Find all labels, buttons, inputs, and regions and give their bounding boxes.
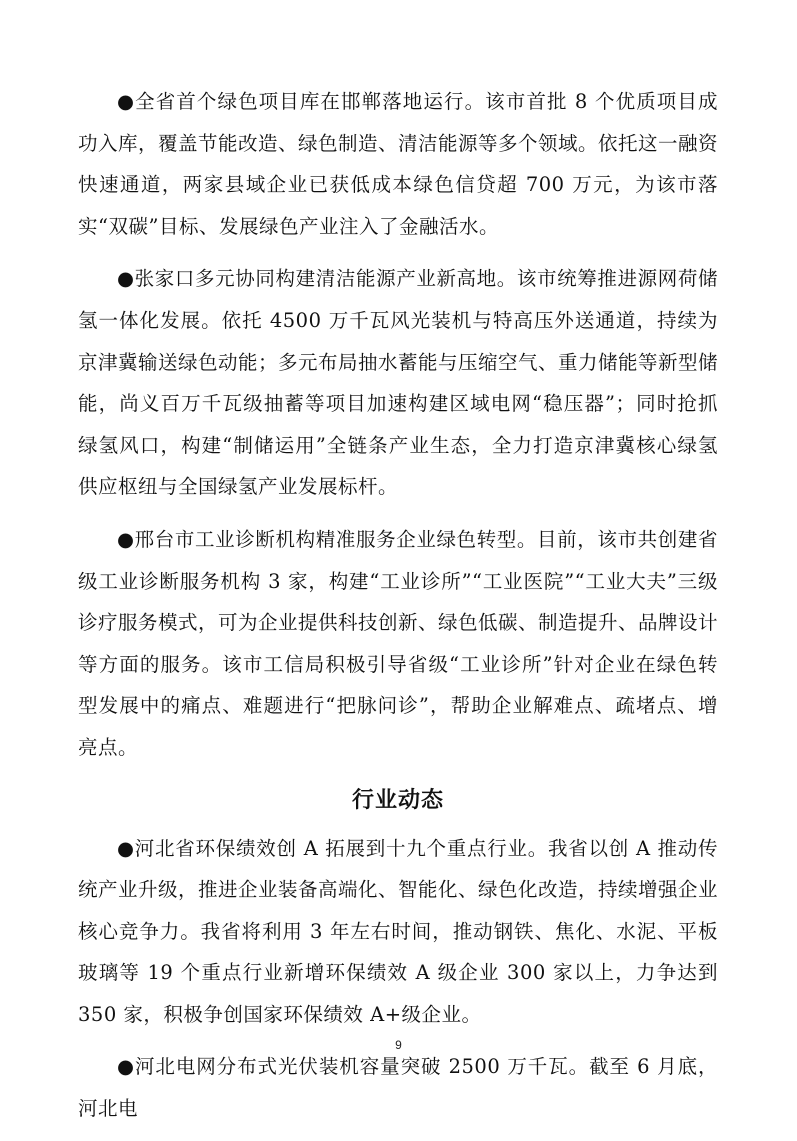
paragraph-handan-green-project: ●全省首个绿色项目库在邯郸落地运行。该市首批 8 个优质项目成功入库，覆盖节能改造、绿色制造、清洁能源等多个领域。依托这一融资快速通道，两家县域企业已获低成本绿色信贷超 700 万元，为该市落实“双碳”目标、发展绿色产业注入了金融活水。 <box>78 90 719 238</box>
page-number: 9 <box>395 1038 402 1052</box>
paragraph-hebei-grid-pv: ●河北电网分布式光伏装机容量突破 2500 万千瓦。截至 6 月底，河北电 <box>78 1055 718 1121</box>
page-content <box>78 81 718 1141</box>
paragraph-zhangjiakou-clean-energy: ●张家口多元协同构建清洁能源产业新高地。该市统筹推进源网荷储氢一体化发展。依托 4500 万千瓦风光装机与特高压外送通道，持续为京津冀输送绿色动能；多元布局抽水蓄能与压缩空气、重力储能等新型储能，尚义百万千瓦级抽蓄等项目加速构建区域电网“稳压器”；同时抢抓绿氢风口，构建“制储运用”全链条产业生态，全力打造京津冀核心绿氢供应枢纽与全国绿氢产业发展标杆。 <box>78 267 719 499</box>
paragraph-hebei-environmental-a: ●河北省环保绩效创 A 拓展到十九个重点行业。我省以创 A 推动传统产业升级，推进企业装备高端化、智能化、绿色化改造，持续增强企业核心竞争力。我省将利用 3 年左右时间，推动钢铁、焦化、水泥、平板玻璃等 19 个重点行业新增环保绩效 A 级企业 300 家以上，力争达到 350 家，积极争创国家环保绩效 A+级企业。 <box>78 836 719 1026</box>
paragraph-xingtai-industrial-diagnosis: ●邢台市工业诊断机构精准服务企业绿色转型。目前，该市共创建省级工业诊断服务机构 3 家，构建“工业诊所”“工业医院”“工业大夫”三级诊疗服务模式，可为企业提供科技创新、绿色低碳、制造提升、品牌设计等方面的服务。该市工信局积极引导省级“工业诊所”针对企业在绿色转型发展中的痛点、难题进行“把脉问诊”，帮助企业解难点、疏堵点、增亮点。 <box>78 527 719 759</box>
section-heading-industry-news: 行业动态 <box>351 787 444 813</box>
